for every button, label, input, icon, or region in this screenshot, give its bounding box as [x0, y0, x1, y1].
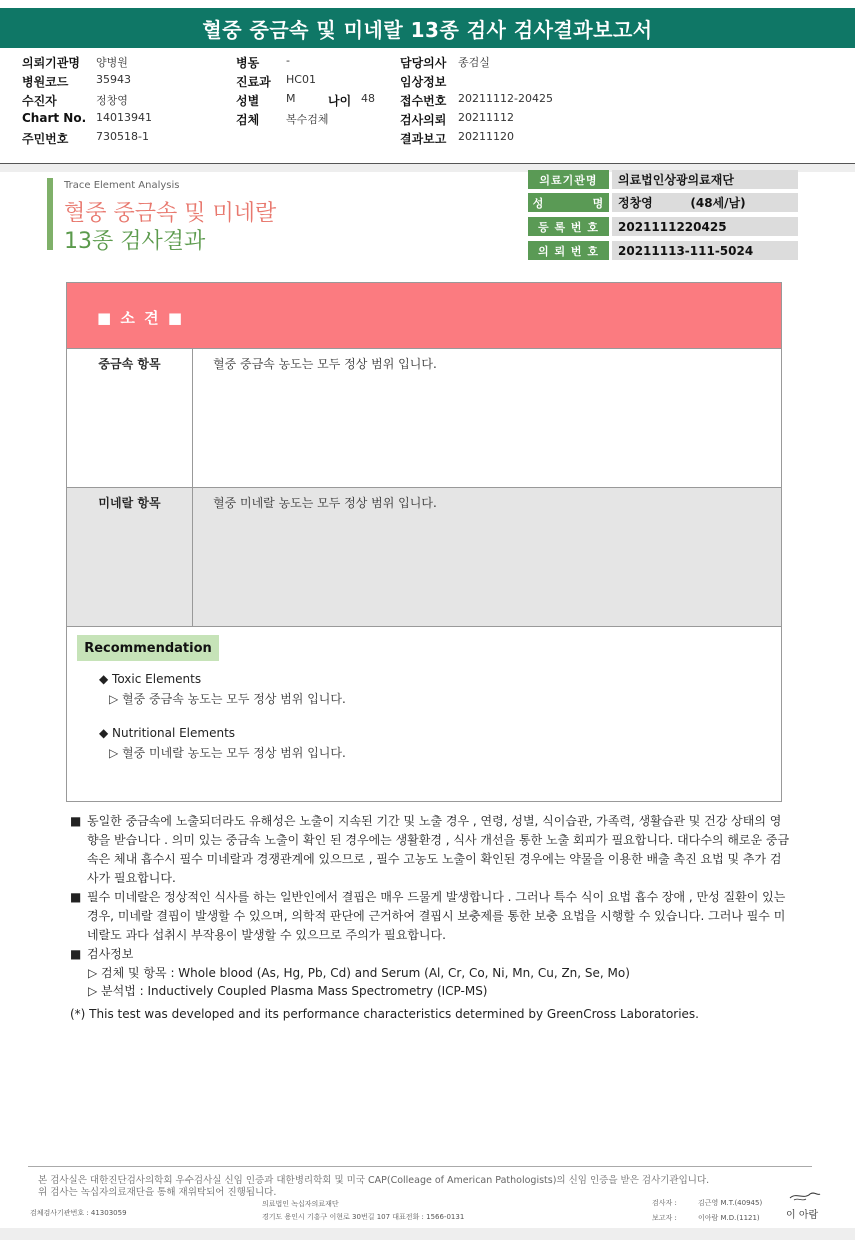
info-row — [22, 92, 842, 111]
note-block — [70, 945, 790, 964]
info-label: 임상정보 — [400, 75, 447, 89]
info-label: 진료과 — [236, 75, 271, 89]
recommendation-title: ◆ Nutritional Elements — [99, 726, 236, 740]
test-info-title: 검사정보 — [87, 947, 134, 961]
info-row — [22, 111, 842, 130]
info-label: 검체 — [236, 113, 260, 127]
section-subtitle: Trace Element Analysis — [64, 180, 180, 191]
opinion-row-text: 혈중 중금속 농도는 모두 정상 범위 입니다. — [213, 357, 437, 371]
info-value: - — [286, 54, 290, 67]
info-label: 의뢰기관명 — [22, 56, 80, 70]
report-info-value: 20211113-111-5024 — [612, 241, 798, 260]
section-title-line1: 혈중 중금속 및 미네랄 — [64, 201, 277, 226]
info-value: 양병원 — [96, 56, 128, 69]
opinion-row-label: 중금속 항목 — [67, 349, 193, 487]
info-label: Chart No. — [22, 111, 87, 125]
footer-org-address: 경기도 용인시 기흥구 이현로 30번길 107 대표전화 : 1566-0131 — [262, 1213, 465, 1221]
opinion-heading: ■ 소 견 ■ — [97, 309, 184, 327]
bullet-square: ■ — [70, 890, 82, 904]
info-value: 20211112 — [458, 111, 514, 124]
report-info-label: 의료기관명 — [528, 170, 609, 189]
bullet-square: ■ — [70, 947, 82, 961]
info-label: 주민번호 — [22, 132, 69, 146]
note-block — [70, 888, 790, 945]
info-label: 병원코드 — [22, 75, 69, 89]
opinion-row-heavy-metal — [67, 349, 781, 488]
note-text: 동일한 중금속에 노출되더라도 유해성은 노출이 지속된 기간 및 노출 경우 , 연령, 성별, 식이습관, 가족력, 생활습관 및 건강 상태의 영향을 받습니다 . 의미 있는 중금속 노출이 확인 된 경우에는 생활환경 , 식사 개선을 통한 노출 회피가 필요합니다. 대다수의 해로운 중금속은 체내 흡수시 필수 미네랄과 경쟁관계에 있으므로 , 필수 고농도 노출이 확인된 경우에는 약물을 이용한 배출 촉진 요법 및 추가 검사가 필요합니다. — [87, 814, 790, 885]
svg-text:이 아람: 이 아람 — [786, 1210, 819, 1221]
report-title: 혈중 중금속 및 미네랄 13종 검사 검사결과보고서 — [0, 8, 855, 48]
opinion-row-mineral — [67, 488, 781, 627]
report-info-label: 성 명 — [528, 193, 609, 212]
info-value: 35943 — [96, 73, 131, 86]
title-accent-bar — [47, 178, 53, 250]
info-label: 담당의사 — [400, 56, 447, 70]
info-label: 결과보고 — [400, 132, 447, 146]
info-value: 20211120 — [458, 130, 514, 143]
report-info-value: 정창영 (48세/남) — [612, 193, 798, 212]
info-label: 병동 — [236, 56, 260, 70]
footer-reporter-value: 이아람 M.D.(1121) — [698, 1214, 760, 1222]
info-value: M — [286, 92, 296, 105]
report-info-value: 의료법인상광의료재단 — [612, 170, 798, 189]
test-info-method: ▷ 분석법 : Inductively Coupled Plasma Mass Spectrometry (ICP-MS) — [88, 984, 488, 998]
info-value: 14013941 — [96, 111, 152, 124]
recommendation-title: ◆ Toxic Elements — [99, 672, 202, 686]
report-info-label: 의 뢰 번 호 — [528, 241, 609, 260]
info-label: 수진자 — [22, 94, 57, 108]
footer-org-name: 의료법인 녹십자의료재단 — [262, 1200, 339, 1208]
opinion-header — [67, 283, 781, 349]
info-value: 730518-1 — [96, 130, 149, 143]
disclaimer: (*) This test was developed and its performance characteristics determined by GreenCross Laboratories. — [70, 1007, 699, 1021]
footer-tester-value: 김근영 M.T.(40945) — [698, 1199, 763, 1207]
opinion-row-text: 혈중 미네랄 농도는 모두 정상 범위 입니다. — [213, 496, 437, 510]
info-value: 48 — [361, 92, 375, 105]
report-info-row — [528, 217, 798, 236]
note-text: 필수 미네랄은 정상적인 식사를 하는 일반인에서 결핍은 매우 드물게 발생합니다 . 그러나 특수 식이 요법 흡수 장애 , 만성 질환이 있는 경우, 미네랄 결핍이 발생할 수 있으며, 의학적 판단에 근거하여 결핍시 보충제를 통한 보충 요법을 시행할 수 있습니다. 그러나 필수 미네랄도 과다 섭취시 부작용이 발생할 수 있으므로 주의가 필요합니다. — [87, 890, 786, 942]
info-label: 나이 — [328, 94, 352, 108]
report-info-row — [528, 193, 798, 212]
info-value: 복수검체 — [286, 113, 329, 126]
info-row — [22, 73, 842, 92]
test-info-specimen: ▷ 검체 및 항목 : Whole blood (As, Hg, Pb, Cd) and Serum (Al, Cr, Co, Ni, Mn, Cu, Zn, Se, Mo) — [88, 966, 630, 980]
footer-divider — [28, 1166, 812, 1167]
recommendation-tag: Recommendation — [77, 635, 219, 661]
report-info-value: 2021111220425 — [612, 217, 798, 236]
report-info-row — [528, 241, 798, 260]
info-label: 접수번호 — [400, 94, 447, 108]
info-value: HC01 — [286, 73, 316, 86]
recommendation-text: ▷ 혈중 미네랄 농도는 모두 정상 범위 입니다. — [109, 746, 346, 760]
info-value: 정창영 — [96, 94, 128, 107]
footer-accreditation: 본 검사실은 대한진단검사의학회 우수검사실 신임 인증과 대한병리학회 및 미국 CAP(Colleage of American Pathologists)의 신임 인증을 받은 검사기관입니다. — [38, 1175, 710, 1186]
opinion-row-label: 미네랄 항목 — [67, 488, 193, 626]
opinion-box — [66, 282, 782, 802]
page-bottom-bar — [0, 1228, 855, 1240]
info-row — [22, 130, 842, 149]
info-label: 성별 — [236, 94, 260, 108]
patient-info-panel — [0, 48, 855, 164]
info-row — [22, 54, 842, 73]
note-block — [70, 812, 790, 888]
footer-note: 위 검사는 녹십자의료재단을 통해 재위탁되어 진행됩니다. — [38, 1187, 277, 1198]
footer-tester-label: 검사자 : — [652, 1199, 677, 1207]
footer-lab-code: 검체검사기관번호 : 41303059 — [30, 1209, 127, 1217]
report-info-label: 등 록 번 호 — [528, 217, 609, 236]
bullet-square: ■ — [70, 814, 82, 828]
footer-reporter-label: 보고자 : — [652, 1214, 677, 1222]
recommendation-text: ▷ 혈중 중금속 농도는 모두 정상 범위 입니다. — [109, 692, 346, 706]
info-label: 검사의뢰 — [400, 113, 447, 127]
report-info-row — [528, 170, 798, 189]
section-title-line2: 13종 검사결과 — [64, 229, 206, 254]
signature-image — [784, 1188, 824, 1224]
info-value: 20211112-20425 — [458, 92, 553, 105]
info-value: 종검실 — [458, 56, 490, 69]
